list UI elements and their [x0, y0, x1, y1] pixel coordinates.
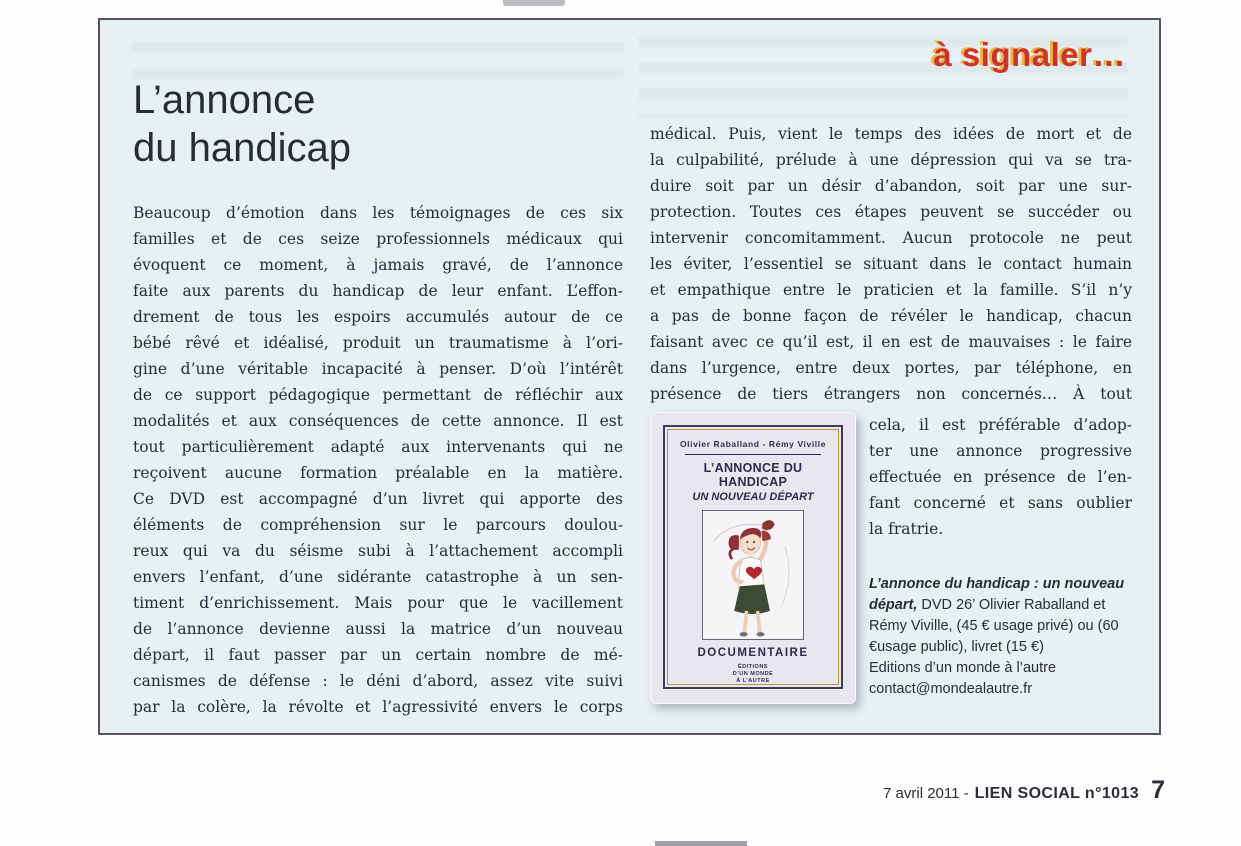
- caption-details: DVD 26’ Olivier Raballand et Rémy Viville, (45 € usage privé) ou (60 €usage public), livret (15 €): [869, 597, 1119, 655]
- text-line: évoquent ce moment, à jamais gravé, de l’annonce: [133, 256, 623, 274]
- caption-email: contact@mondealautre.fr: [869, 681, 1033, 697]
- article-title-line1: L’annonce: [133, 78, 316, 122]
- dvd-cover-outer-frame: [663, 425, 843, 689]
- dvd-publisher-line1: ÉDITIONS: [738, 664, 768, 670]
- dvd-subtitle: UN NOUVEAU DÉPART: [692, 491, 814, 503]
- article-title-line2: du handicap: [133, 126, 351, 170]
- caption-title: L’annonce du handicap : un nouveau départ,: [869, 576, 1125, 613]
- text-line: reçoivent aucune formation préalable en la matière.: [133, 464, 623, 482]
- text-line: Ce DVD est accompagné d’un livret qui apporte des: [133, 490, 623, 508]
- caption-publisher: Editions d’un monde à l’autre: [869, 660, 1057, 676]
- text-line: la culpabilité, prélude à une dépression qui va se tra-: [650, 151, 1132, 169]
- right-column: [650, 121, 1132, 704]
- left-column: [133, 200, 623, 720]
- dvd-caption: [869, 574, 1132, 700]
- section-header: à signaler…: [933, 36, 1126, 73]
- dvd-publisher-line2: D’UN MONDE: [732, 671, 774, 677]
- footer-magazine: LIEN SOCIAL n°1013: [974, 785, 1140, 802]
- text-line: modalités et aux conséquences de cette annonce. Il est: [133, 412, 623, 430]
- text-line: canismes de défense : le déni d’abord, assez vite suivi: [133, 672, 623, 690]
- text-line: dans l’urgence, entre deux portes, par téléphone, en: [650, 359, 1132, 377]
- page-footer: [883, 776, 1165, 805]
- dvd-publisher-logo: [733, 664, 773, 685]
- text-line: envers l’enfant, d’une sidérante catastrophe à un sen-: [133, 568, 623, 586]
- scan-artifact-bottom: [655, 841, 747, 846]
- text-line: a pas de bonne façon de révéler le handicap, chacun: [650, 307, 1132, 325]
- text-line: Beaucoup d’émotion dans les témoignages de ces six: [133, 204, 623, 222]
- beside-cover: [856, 412, 1132, 704]
- article-title: [133, 76, 351, 172]
- scan-artifact-top: [503, 0, 565, 6]
- caption-main: [869, 574, 1132, 658]
- dvd-genre: DOCUMENTAIRE: [697, 647, 809, 659]
- girl-illustration: [702, 510, 804, 640]
- text-line: la fratrie.: [869, 520, 944, 538]
- text-line: médical. Puis, vient le temps des idées de mort et de: [650, 125, 1132, 143]
- text-line: duire soit par un désir d’abandon, soit par une sur-: [650, 177, 1132, 195]
- dvd-cover: [650, 412, 856, 704]
- page-number: 7: [1151, 776, 1165, 804]
- text-line: de ce support pédagogique permettant de réfléchir aux: [133, 386, 623, 404]
- text-line: et empathique entre le praticien et la famille. S’il n’y: [650, 281, 1132, 299]
- article-panel: [98, 18, 1161, 735]
- text-line: les éviter, l’essentiel se situant dans le contact humain: [650, 255, 1132, 273]
- dvd-divider: [685, 454, 821, 455]
- text-line: de l’annonce devienne aussi la matrice d’un nouveau: [133, 620, 623, 638]
- text-line: faisant avec ce qu’il est, il en est de mauvaises : le faire: [650, 333, 1132, 351]
- text-line: cela, il est préférable d’adop-: [869, 416, 1132, 434]
- text-line: éléments de compréhension sur le parcours doulou-: [133, 516, 623, 534]
- text-line: timent d’enrichissement. Mais pour que le vacillement: [133, 594, 623, 612]
- text-line: tout particulièrement adapté aux intervenants qui ne: [133, 438, 623, 456]
- text-line: familles et de ces seize professionnels médicaux qui: [133, 230, 623, 248]
- cover-and-wrap-row: [650, 412, 1132, 704]
- dvd-publisher-line3: À L’AUTRE: [736, 678, 770, 684]
- text-line: intervenir concomitamment. Aucun protocole ne peut: [650, 229, 1132, 247]
- text-line: drement de tous les espoirs accumulés autour de ce: [133, 308, 623, 326]
- text-line: faite aux parents du handicap de leur enfant. L’effon-: [133, 282, 623, 300]
- wrap-text: [869, 412, 1132, 542]
- text-line: présence de tiers étrangers non concernés… À tout: [650, 385, 1132, 403]
- text-line: bébé rêvé et idéalisé, produit un traumatisme à l’ori-: [133, 334, 623, 352]
- text-line: fant concerné et sans oublier: [869, 494, 1132, 512]
- dvd-title: L’ANNONCE DU HANDICAP: [703, 461, 803, 489]
- text-line: gine d’une véritable incapacité à penser. D’où l’intérêt: [133, 360, 623, 378]
- text-line: reux qui va du séisme subi à l’attachement accompli: [133, 542, 623, 560]
- text-line: départ, il faut passer par un certain nombre de mé-: [133, 646, 623, 664]
- footer-date: 7 avril 2011 -: [883, 785, 969, 802]
- right-column-text: [650, 121, 1132, 407]
- dvd-cover-inner-frame: [667, 429, 839, 685]
- text-line: ter une annonce progressive: [869, 442, 1132, 460]
- text-line: par la colère, la révolte et l’agressivité envers le corps: [133, 698, 623, 716]
- dvd-authors: Olivier Raballand - Rémy Viville: [679, 439, 827, 449]
- text-line: effectuée en présence de l’en-: [869, 468, 1132, 486]
- text-line: protection. Toutes ces étapes peuvent se succéder ou: [650, 203, 1132, 221]
